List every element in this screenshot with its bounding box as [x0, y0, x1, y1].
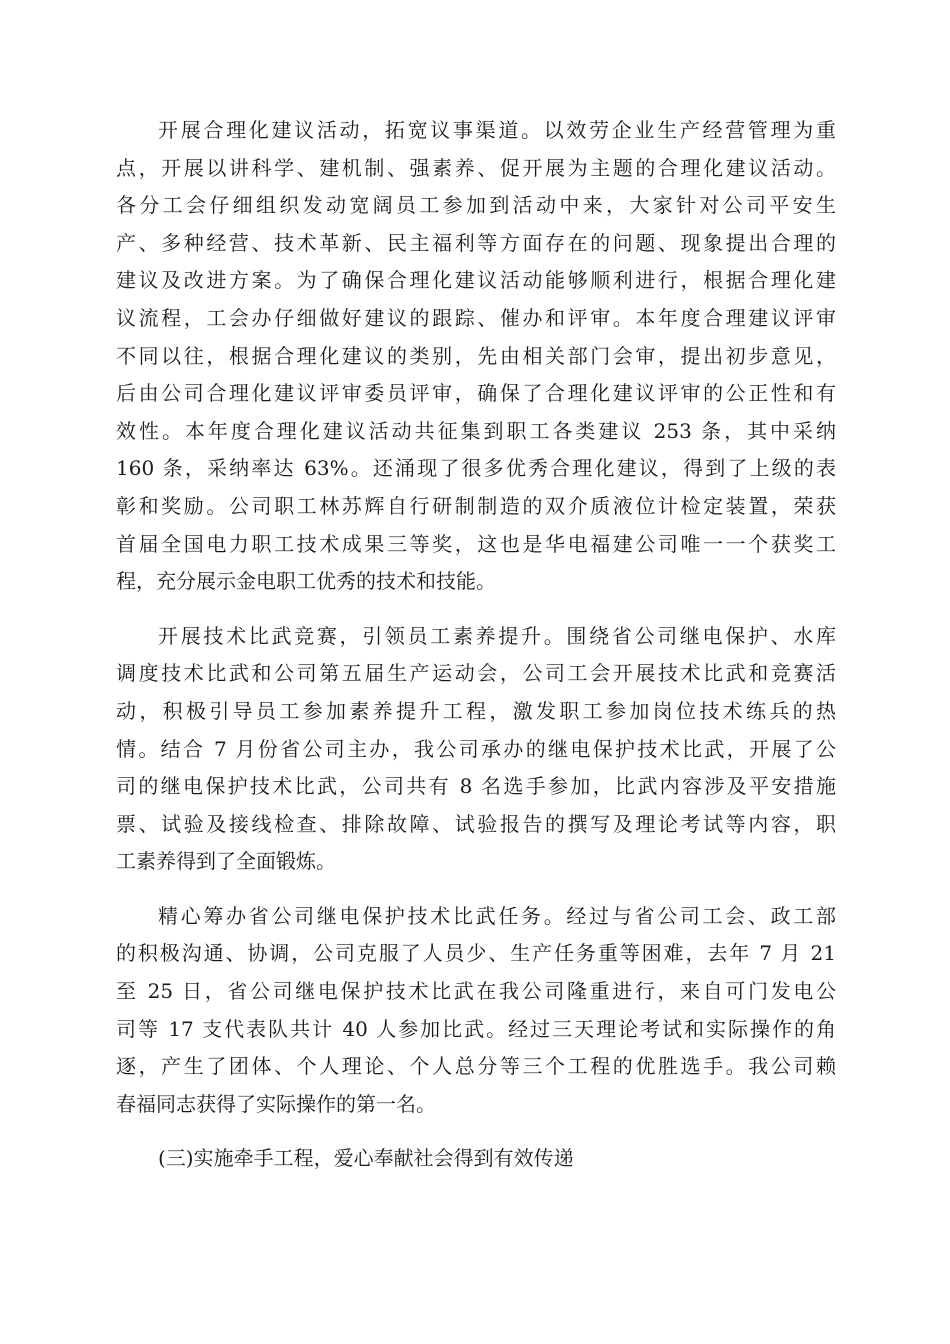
- text-line: 各分工会仔细组织发动宽阔员工参加到活动中来，大家针对公司平安生: [116, 193, 836, 218]
- paragraph-relay-protection-contest: [116, 898, 836, 1124]
- text-line: 议流程，工会办仔细做好建议的跟踪、催办和评审。本年度合理建议评审: [116, 305, 836, 330]
- text-line: 动，积极引导员工参加素养提升工程，激发职工参加岗位技术练兵的热: [116, 698, 836, 723]
- paragraph-rationalization-proposals: [116, 112, 836, 601]
- text-line: 精心筹办省公司继电保护技术比武任务。经过与省公司工会、政工部: [158, 903, 836, 928]
- text-line: 建议及改进方案。为了确保合理化建议活动能够顺利进行，根据合理化建: [116, 268, 836, 293]
- text-line: 效性。本年度合理化建议活动共征集到职工各类建议 253 条，其中采纳: [116, 418, 836, 443]
- text-line: 点，开展以讲科学、建机制、强素养、促开展为主题的合理化建议活动。: [116, 155, 836, 180]
- text-line: 逐，产生了团体、个人理论、个人总分等三个工程的优胜选手。我公司赖: [116, 1054, 836, 1079]
- text-line: 票、试验及接线检查、排除故障、试验报告的撰写及理论考试等内容，职: [116, 811, 836, 836]
- document-page: [116, 112, 836, 1195]
- text-line: 工素养得到了全面锻炼。: [116, 849, 336, 874]
- text-line: 160 条，采纳率达 63%。还涌现了很多优秀合理化建议，得到了上级的表: [116, 456, 836, 481]
- text-line: 春福同志获得了实际操作的第一名。: [116, 1091, 436, 1116]
- text-line: 程，充分展示金电职工优秀的技术和技能。: [116, 569, 496, 594]
- text-line: 彰和奖励。公司职工林苏辉自行研制制造的双介质液位计检定装置，荣获: [116, 493, 836, 518]
- section-heading-text: (三)实施牵手工程，爱心奉献社会得到有效传递: [158, 1146, 574, 1171]
- text-line: 司的继电保护技术比武，公司共有 8 名选手参加，比武内容涉及平安措施: [116, 774, 836, 799]
- text-line: 不同以往，根据合理化建议的类别，先由相关部门会审，提出初步意见，: [116, 343, 836, 368]
- text-line: 开展合理化建议活动，拓宽议事渠道。以效劳企业生产经营管理为重: [158, 118, 836, 142]
- text-line: 后由公司合理化建议评审委员评审，确保了合理化建议评审的公正性和有: [116, 381, 836, 406]
- text-line: 产、多种经营、技术革新、民主福利等方面存在的问题、现象提出合理的: [116, 230, 836, 255]
- text-line: 调度技术比武和公司第五届生产运动会，公司工会开展技术比武和竞赛活: [116, 661, 836, 686]
- text-line: 开展技术比武竞赛，引领员工素养提升。围绕省公司继电保护、水库: [158, 623, 836, 648]
- section-heading: [116, 1140, 836, 1178]
- paragraph-skills-competition: [116, 618, 836, 881]
- text-line: 司等 17 支代表队共计 40 人参加比武。经过三天理论考试和实际操作的角: [116, 1016, 836, 1041]
- text-line: 情。结合 7 月份省公司主办，我公司承办的继电保护技术比武，开展了公: [116, 736, 836, 761]
- text-line: 首届全国电力职工技术成果三等奖，这也是华电福建公司唯一一个获奖工: [116, 531, 836, 556]
- text-line: 的积极沟通、协调，公司克服了人员少、生产任务重等困难，去年 7 月 21: [116, 941, 836, 966]
- text-line: 至 25 日，省公司继电保护技术比武在我公司隆重进行，来自可门发电公: [116, 979, 836, 1004]
